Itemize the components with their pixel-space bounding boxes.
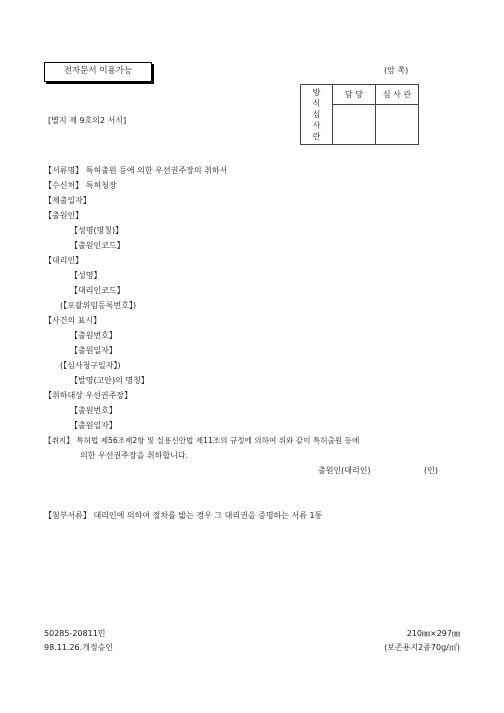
electronic-document-label: 전자문서 이용가능 <box>44 62 152 82</box>
approval-method-cell <box>301 85 333 145</box>
applicant-name-line: 【성명(명칭)】 <box>70 226 124 235</box>
agent-line: 【대리인】 <box>44 256 84 265</box>
front-side-label: (앞 쪽) <box>384 66 409 75</box>
approval-header-clerk: 담 당 <box>333 85 376 105</box>
approval-examiner-cell[interactable] <box>376 105 419 145</box>
approval-table <box>300 84 419 145</box>
app-number-line: 【출원번호】 <box>70 331 117 340</box>
seal-mark: (인) <box>424 466 438 475</box>
submit-date-line: 【제출일자】 <box>44 196 91 205</box>
signer-label: 출원인(대리인) <box>318 466 371 475</box>
invention-title-line: 【발명(고안)의 명칭】 <box>70 376 149 385</box>
purpose-line-1: 【취지】 특허법 제56조제2항 및 실용신안법 제11조의 규정에 의하여 위와 같이 특허출원 등에 <box>44 436 360 445</box>
footer-paper: (보존용지2종70g/㎡) <box>384 643 460 652</box>
approval-char: 사 <box>312 121 321 130</box>
withdraw-target-line: 【취하대상 우선권주장】 <box>44 391 133 400</box>
app-date-line: 【출원일자】 <box>70 346 117 355</box>
approval-clerk-cell[interactable] <box>333 105 376 145</box>
attachment-line: 【첨부서류】 대리인에 의하여 절차를 밟는 경우 그 대리권을 증명하는 서류 1통 <box>44 511 323 520</box>
footer-size: 210㎜×297㎜ <box>406 629 460 638</box>
target-app-date-line: 【출원일자】 <box>70 421 117 430</box>
applicant-line: 【출원인】 <box>44 211 84 220</box>
target-app-number-line: 【출원번호】 <box>70 406 117 415</box>
approval-char: 방 <box>312 88 321 97</box>
approval-char: 식 <box>312 99 321 108</box>
purpose-line-2: 의한 우선권주장을 취하합니다. <box>80 451 189 460</box>
form-number: [별지 제 9호의2 서식] <box>48 116 127 125</box>
approval-header-examiner: 심 사 관 <box>376 85 419 105</box>
applicant-code-line: 【출원인코드】 <box>70 241 125 250</box>
footer-code: 50285-20811민 <box>44 629 106 638</box>
approval-char: 심 <box>312 110 321 119</box>
recipient-line: 【수신처】 특허청장 <box>44 181 117 190</box>
footer-approval-date: 98.11.26.개정승인 <box>44 643 114 652</box>
doc-name-line: 【서류명】 특허출원 등에 의한 우선권주장의 취하서 <box>44 166 228 175</box>
general-power-line: (【포괄위임등록번호】) <box>60 301 137 310</box>
case-display-line: 【사건의 표시】 <box>44 316 102 325</box>
agent-name-line: 【성명】 <box>70 271 102 280</box>
approval-char: 란 <box>312 132 321 141</box>
exam-request-date-line: (【심사청구일자】) <box>60 361 121 370</box>
agent-code-line: 【대리인코드】 <box>70 286 125 295</box>
